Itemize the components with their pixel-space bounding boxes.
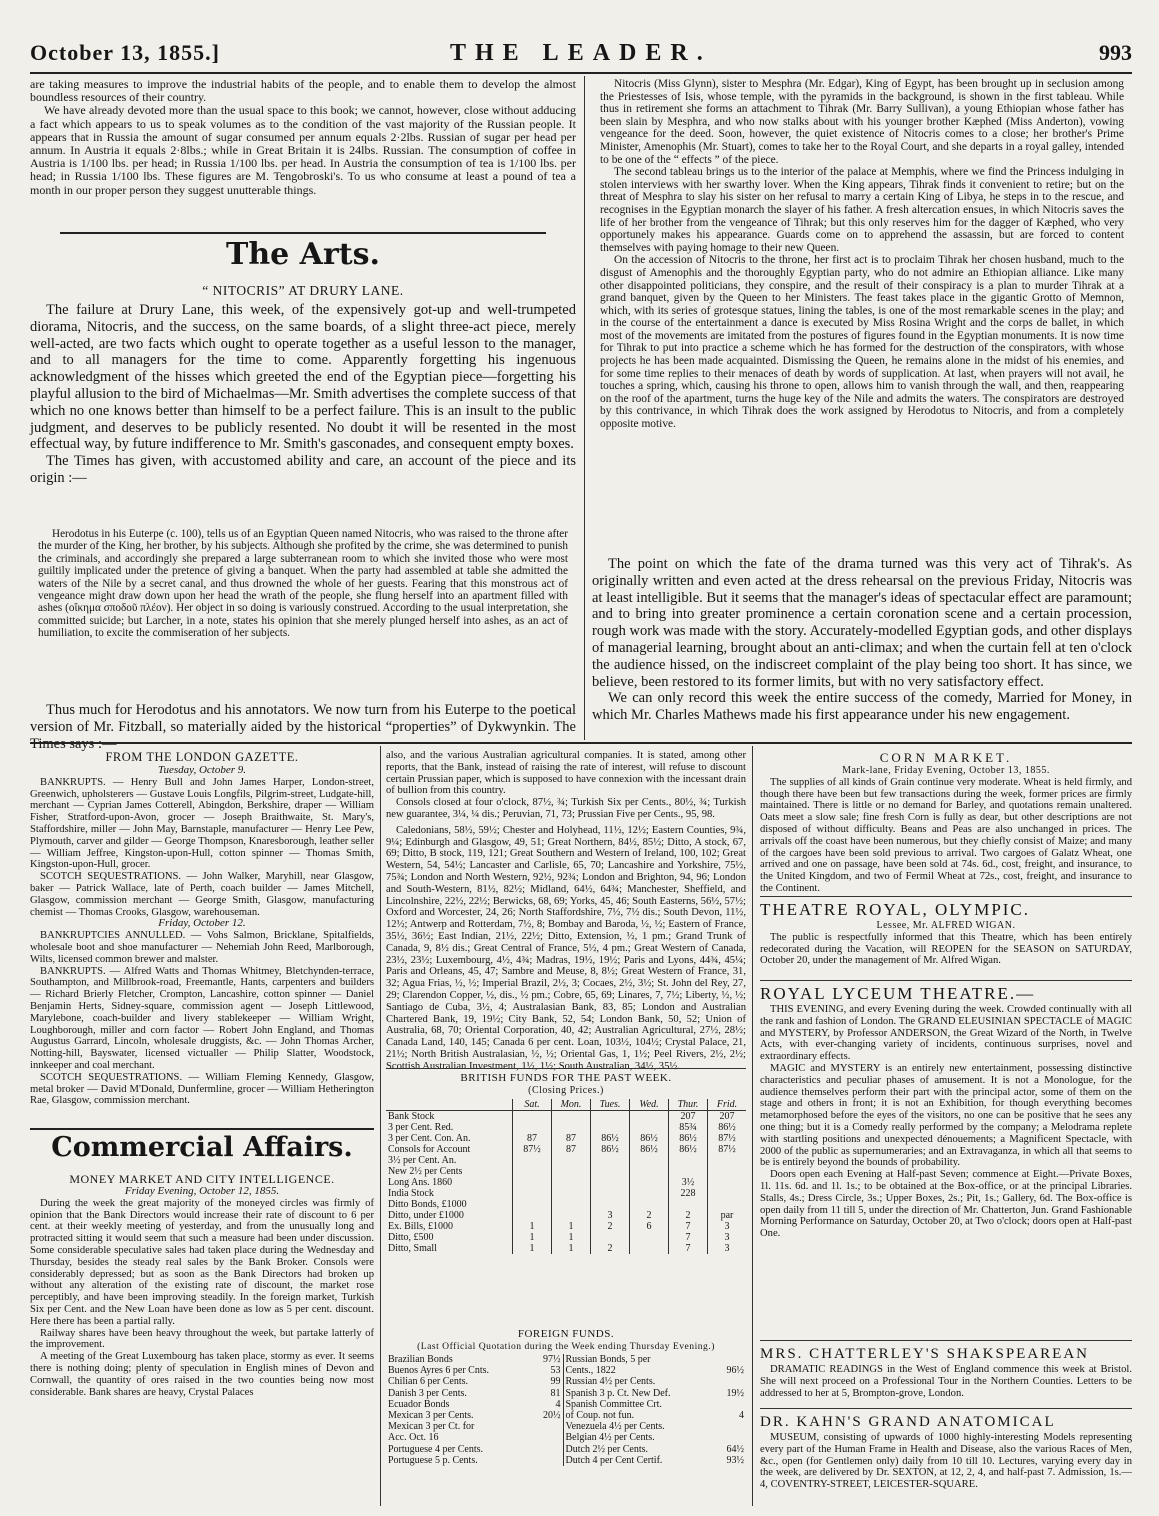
- foreign-fund-name: Dutch 4 per Cent Certif.: [563, 1455, 722, 1466]
- arts-article: [30, 302, 576, 487]
- foreign-fund-name: Buenos Ayres 6 per Cnts.: [388, 1365, 490, 1377]
- funds-stock-name: 3 per Cent. Red.: [388, 1122, 454, 1133]
- funds-price-cell: 87½: [513, 1144, 552, 1155]
- funds-price-cell: 1: [552, 1243, 591, 1254]
- funds-price-cell: [591, 1232, 630, 1243]
- funds-price-cell: 86½: [630, 1144, 669, 1155]
- funds-price-cell: 86½: [669, 1133, 708, 1144]
- funds-row: [386, 1199, 746, 1210]
- funds-price-cell: 228: [669, 1188, 708, 1199]
- funds-price-cell: 85¾: [669, 1122, 708, 1133]
- funds-price-cell: [669, 1199, 708, 1210]
- foreign-fund-price: 4: [739, 1410, 744, 1422]
- funds-price-cell: [708, 1177, 747, 1188]
- funds-price-cell: [513, 1166, 552, 1177]
- funds-stock-name: Consols for Account: [388, 1144, 471, 1155]
- nitocris-title: “ NITOCRIS” AT DRURY LANE.: [202, 283, 404, 298]
- ads-rule-3: [760, 1340, 1132, 1341]
- funds-price-cell: [630, 1122, 669, 1133]
- funds-row: [386, 1210, 746, 1221]
- lyceum-title: ROYAL LYCEUM THEATRE.—: [760, 984, 1036, 1003]
- british-funds-title: BRITISH FUNDS FOR THE PAST WEEK.: [460, 1072, 672, 1084]
- funds-stock-name: Ex. Bills, £1000: [388, 1221, 454, 1232]
- funds-price-cell: [669, 1155, 708, 1166]
- funds-column-header: Sat.: [513, 1099, 552, 1111]
- foreign-funds-row: [386, 1399, 746, 1410]
- foreign-fund-price: 96½: [726, 1365, 744, 1377]
- funds-price-cell: [513, 1155, 552, 1166]
- money-market-title: MONEY MARKET AND CITY INTELLIGENCE.: [69, 1172, 335, 1186]
- funds-price-cell: 86½: [591, 1144, 630, 1155]
- funds-price-cell: [552, 1122, 591, 1133]
- funds-price-cell: 6: [630, 1221, 669, 1232]
- funds-price-cell: [513, 1188, 552, 1199]
- foreign-fund-price: [539, 1444, 564, 1455]
- funds-price-cell: 7: [669, 1232, 708, 1243]
- foreign-fund-name: Spanish 3 p. Ct. New Def.: [563, 1388, 722, 1399]
- foreign-fund-name: Russian 4½ per Cents.: [563, 1376, 722, 1387]
- foreign-fund-name: Portuguese 4 per Cents.: [388, 1443, 483, 1455]
- foreign-fund-name: Ecuador Bonds: [388, 1398, 450, 1410]
- issue-date: October 13, 1855.]: [30, 40, 220, 65]
- foreign-fund-name: Mexican 3 per Ct. for: [388, 1421, 475, 1433]
- lyceum-body-3: Doors open each Evening at Half-past Seven; commence at Eight.—Private Boxes, 1l. 11s. 6d. and 1l. 1s.; to be obtained at the Box-office, or at the principal Libraries. Stalls, 4s.; Dress Circle, 3s.; Upper Boxes, 2s.; Pit, 1s.; Gallery, 6d. The Box-office is open daily from 11 till 5, under the direction of Mr. Chatterton, Jun. Grand Fashionable Morning Performance on Saturday, October 20, at Two o'clock; doors open at Half-past One.: [760, 1169, 1132, 1240]
- funds-price-cell: [708, 1199, 747, 1210]
- foreign-fund-price: [539, 1455, 564, 1466]
- arts-paragraph-5: We can only record this week the entire success of the comedy, Married for Money, in which Mr. Charles Mathews made his first appearance under his new engagement.: [592, 690, 1132, 724]
- foreign-funds-row: [386, 1365, 746, 1376]
- funds-column-header: [386, 1099, 513, 1111]
- mid-page-rule: [30, 742, 1132, 744]
- funds-price-cell: [669, 1166, 708, 1177]
- funds-row: [386, 1166, 746, 1177]
- money-market-continued: [386, 750, 746, 1073]
- foreign-fund-price: 53: [550, 1365, 561, 1377]
- funds-price-cell: 86½: [591, 1133, 630, 1144]
- ads-rule-2: [760, 980, 1132, 981]
- foreign-fund-price: 97½: [543, 1354, 561, 1365]
- foreign-fund-price: 4: [555, 1398, 561, 1410]
- foreign-fund-price: [539, 1432, 564, 1443]
- foreign-fund-price: 20½: [543, 1410, 561, 1422]
- funds-price-cell: 3: [708, 1243, 747, 1254]
- arts-paragraph-3: Thus much for Herodotus and his annotators. We now turn from his Euterpe to the poetical version of Mr. Fitzball, so materially aided by the historical “properties” of Dykwynkin. The Times says :—: [30, 702, 576, 752]
- funds-price-cell: [708, 1155, 747, 1166]
- funds-stock-name: 3 per Cent. Con. An.: [388, 1133, 471, 1144]
- column-divider: [584, 76, 585, 740]
- funds-stock-name: 3½ per Cent. An.: [388, 1155, 457, 1166]
- funds-price-cell: 7: [669, 1243, 708, 1254]
- funds-price-cell: [513, 1177, 552, 1188]
- lyceum-ad: [760, 984, 1132, 1240]
- commercial-rule: [30, 1128, 374, 1130]
- foreign-fund-name: Acc. Oct. 16: [388, 1432, 439, 1444]
- foreign-fund-price: [722, 1399, 746, 1410]
- foreign-funds-row: [386, 1376, 746, 1387]
- foreign-fund-name: Chilian 6 per Cents.: [388, 1376, 468, 1388]
- funds-price-cell: 86½: [630, 1133, 669, 1144]
- funds-column-header: Mon.: [552, 1099, 591, 1111]
- arts-paragraph-1: The failure at Drury Lane, this week, of the expensively got-up and well-trumpeted diorama, Nitocris, and the success, on the same boards, of a slight three-act piece, merely well-acted, are two facts which ought to operate together as a useful lesson to the manager, and to all managers for the time to come. Apparently forgetting his ingenuous acknowledgment of the hisses which greeted the end of the Egyptian piece—forgetting his playful allusion to the bird of Michaelmas—Mr. Smith advertises the complete success of that which no one knows better than himself to be a perfect failure. This is an insult to the public judgment, and deserves to be publicly resented. No doubt it will be resented in the most effectual way, by future indifference to Mr. Smith's gasconades, and consequent empty boxes.: [30, 302, 576, 453]
- foreign-fund-name: Mexican 3 per Cents.: [388, 1410, 474, 1422]
- foreign-fund-price: [722, 1421, 746, 1432]
- lyceum-body-2: MAGIC and MYSTERY is an entirely new entertainment, possessing distinctive characteristics and peculiar phases of amusement. It is not a Monologue, for the audience themselves perform their part with the principal actor, some of them on the stage and others in front; it is not an Exhibition, for though everything becomes metamorphosed before the eyes of the visitors, no one can be positive that he sees any one thing; but it is a Comedy really performed by the company; a Melodrama replete with startling positions and unexpected dénouements; a Magnificent Spectacle, with 2000 of the public as supernumeraries; and an Extravaganza, in which all that seems to be is entirely beyond the bounds of probability.: [760, 1062, 1132, 1169]
- foreign-fund-name: Brazilian Bonds: [388, 1354, 453, 1365]
- funds-price-cell: 87½: [708, 1133, 747, 1144]
- funds-price-cell: 87½: [708, 1144, 747, 1155]
- funds-row: [386, 1232, 746, 1243]
- foreign-fund-name: Dutch 2½ per Cents.: [563, 1444, 722, 1455]
- funds-row: [386, 1243, 746, 1254]
- foreign-fund-name: Spanish Committee Crt.: [563, 1399, 722, 1410]
- kahn-ad: [760, 1412, 1132, 1491]
- funds-price-cell: [630, 1177, 669, 1188]
- funds-price-cell: 207: [669, 1111, 708, 1123]
- funds-price-cell: 1: [513, 1232, 552, 1243]
- funds-stock-name: Ditto, £500: [388, 1232, 434, 1243]
- gazette-scotch-1: SCOTCH SEQUESTRATIONS. — John Walker, Maryhill, near Glasgow, baker — Patrick Wallace, late of Perth, coach builder — James Mitchell, Glasgow, commission merchant — George Smith, Glasgow, manufacturing chemist — Thomas Crooks, Glasgow, warehouseman.: [30, 871, 374, 918]
- corn-market-date: Mark-lane, Friday Evening, October 13, 1855.: [842, 765, 1050, 776]
- funds-row: [386, 1177, 746, 1188]
- funds-price-cell: 2: [630, 1210, 669, 1221]
- arts-review-end: [592, 556, 1132, 724]
- foreign-funds-row: [386, 1388, 746, 1399]
- funds-stock-name: Ditto, Small: [388, 1243, 437, 1254]
- funds-rule: [386, 1068, 746, 1069]
- foreign-fund-price: [539, 1421, 564, 1432]
- foreign-fund-price: [722, 1432, 746, 1443]
- money-market-paragraph-3: A meeting of the Great Luxembourg has taken place, stormy as ever. It seems there is nothing doing; plenty of speculation in English mines of Devon and Cornwall, the quantity of ores raised in the two counties being now most considerable. Bank shares are heavy, Crystal Palaces: [30, 1351, 374, 1398]
- gazette-bankrupts: BANKRUPTS. — Henry Bull and John James Harper, London-street, Greenwich, upholsterers — Gustave Louis Longfils, Pilgrim-street, Ludgate-hill, merchant — Cyprian James Cotterell, Abingdon, Berkshire, draper — William Fisher, Stratford-upon-Avon, grocer — Joseph Braithwaite, St. Mary's, Staffordshire, miller — John May, Barnstaple, manufacturer — Henry Lee Pew, Plymouth, carver and gilder — George Thompson, Knaresborough, leather seller — William Jeffree, Kingston-upon-Hull, cotton spinner — Thomas Smith, Kingston-upon-Hull, grocer.: [30, 776, 374, 871]
- funds-price-cell: 207: [708, 1111, 747, 1123]
- funds-price-cell: [552, 1155, 591, 1166]
- funds-price-cell: [513, 1199, 552, 1210]
- funds-column-header: Wed.: [630, 1099, 669, 1111]
- funds-price-cell: [552, 1166, 591, 1177]
- header-rule: [30, 72, 1132, 74]
- funds-column-header: Thur.: [669, 1099, 708, 1111]
- funds-price-cell: [591, 1122, 630, 1133]
- foreign-funds-row: [386, 1421, 746, 1432]
- foreign-funds-table: [386, 1354, 746, 1466]
- foreign-fund-price: 93½: [726, 1454, 744, 1466]
- funds-price-cell: 1: [513, 1221, 552, 1232]
- foreign-fund-price: 19½: [726, 1387, 744, 1399]
- funds-price-cell: [552, 1188, 591, 1199]
- money-market-date: Friday Evening, October 12, 1855.: [124, 1185, 280, 1197]
- foreign-fund-name: Belgian 4½ per Cents.: [563, 1432, 722, 1443]
- funds-stock-name: India Stock: [388, 1188, 434, 1199]
- funds-price-cell: [630, 1166, 669, 1177]
- chatterley-ad: [760, 1344, 1132, 1399]
- money-market-mid-2: Consols closed at four o'clock, 87½, ¾; Turkish Six per Cents., 80½, ¾; Turkish new guarantee, 3¼, ¼ dis.; Peruvian, 71, 73; Prussian Five per Cents., 95, 98.: [386, 797, 746, 820]
- foreign-fund-name: Russian Bonds, 5 per: [563, 1354, 722, 1365]
- funds-price-cell: [591, 1166, 630, 1177]
- foreign-fund-name: Portuguese 5 p. Cents.: [388, 1454, 478, 1466]
- funds-price-cell: [591, 1188, 630, 1199]
- gazette-bankrupts-2: BANKRUPTS. — Alfred Watts and Thomas Whitmey, Bletchynden-terrace, Southampton, and Millbrook-road, Freemantle, Hants, carpenters and builders — Richard Brierly Fletcher, Crompton, Lancashire, cotton spinner — Daniel Benjamin Herts, Sidney-square, commission agent — Joseph Littlewood, Marylebone, coach-builder and livery stablekeeper — William Wright, Loughborough, miller and corn factor — Robert John England, and Thomas Augustus Garrard, Lincoln, wholesale druggists, &c. — John Thomas Archer, Notting-hill, Bayswater, licensed victualler — Philip Slatter, Woodstock, innkeeper and coal merchant.: [30, 965, 374, 1071]
- russia-paragraph: We have already devoted more than the usual space to this book; we cannot, however, close without adducing a fact which appears to us to speak volumes as to the condition of the vast majority of the Russian people. It appears that in Russia the amount of sugar consumed per annum equals 2·2lbs. Russian of sugar per head per annum. In Austria it equals 2·8lbs.; while in Great Britain it is 24lbs. Russian. The consumption of coffee in Austria is 1/100 lbs. per head; in Russia 1/100 lbs. per head. In Austria the consumption of tea is 1/100 lbs. per head; in Russia 1/100 lbs. These figures are M. Tengobroski's. To us who consume at least a pound of tea a month in our proper person they suggest unutterable things.: [30, 103, 576, 197]
- foreign-funds-row: [386, 1354, 746, 1365]
- funds-row: [386, 1133, 746, 1144]
- foreign-funds-row: [386, 1410, 746, 1421]
- funds-price-cell: [630, 1111, 669, 1123]
- funds-price-cell: 2: [591, 1243, 630, 1254]
- olympic-lessee: Lessee, Mr. ALFRED WIGAN.: [876, 920, 1016, 931]
- funds-price-cell: [630, 1232, 669, 1243]
- times-quote-2: The second tableau brings us to the interior of the palace at Memphis, where we find the Princess indulging in stolen interviews with her swarthy lover. When the King appears, Tihrak finds it convenient to retire; but on the threat of Mesphra to slay his sister on her refusal to marry a certain King of Libya, he steps in to the rescue, and recognises in the Egyptian monarch the slayer of his father. A fresh altercation ensues, in which Nitocris saves the life of her brother from the vengeance of Tihrak; but this only reserves him for the dagger of Kæphed, who very opportunely makes his appearance. Guards come on to apprehend the assassin, but are forced to content themselves with paying homage to their new Queen.: [600, 166, 1124, 254]
- funds-price-cell: [591, 1111, 630, 1123]
- funds-price-cell: [630, 1243, 669, 1254]
- page-header: [30, 40, 1132, 70]
- funds-price-cell: 3: [591, 1210, 630, 1221]
- foreign-funds: [386, 1328, 746, 1466]
- gazette-scotch-2: SCOTCH SEQUESTRATIONS. — William Fleming Kennedy, Glasgow, metal broker — David M'Donald, Dunfermline, grocer — William Hetherington Rae, Glasgow, commission merchant.: [30, 1071, 374, 1107]
- gazette-title: FROM THE LONDON GAZETTE.: [105, 750, 299, 764]
- funds-row: [386, 1155, 746, 1166]
- railway-prices: Caledonians, 58½, 59½; Chester and Holyhead, 11½, 12½; Eastern Counties, 9¾, 9¼; Edinburgh and Glasgow, 49, 51; Great Northern, 84½, 85½; Ditto, A stock, 67, 69; Ditto, B stock, 119, 121; Great Southern and Western of Ireland, 100, 102; Great Western, 54, 54½; Lancaster and Carlisle, 65, 70; Lancashire and Yorkshire, 75½, 75¾; London and North Western, 92½, 92¾; London and Brighton, 94, 96; London and South-Western, 81½, 82½; Midland, 64½, 64¾; Manchester, Sheffield, and Lincolnshire, 22½, 22½; Berwicks, 68, 69; Yorks, 45, 46; South Easterns, 56½, 57½; Oxford and Worcester, 24, 26; North Staffordshire, 7½, 7½ dis.; South Devon, 11½, 12½; Antwerp and Rotterdam, 7½, 8; Bombay and Baroda, ½, ½; Eastern of France, 35½, 36½; East Indian, 21½, 22½; Ditto, Extension, ½, 1 pm.; Grand Trunk of Canada, 9, 8½ dis.; Great Central of France, 5½, 4 pm.; Great Western of Canada, 23½, 23½; Luxembourg, 4½, 4¾; Madras, 19½, 19½; Paris and Lyons, 44¾, 45¼; Paris and Orleans, 45, 47; Sambre and Meuse, 8, 8½; Great Western of France, 31, 32; Agua Frias, ½, ½; Imperial Brazil, 2½, 3; Cocaes, 2½, 3½; St. John del Rey, 27, 29; Clarendon Copper, ½, dis., ½ pm.; Cobre, 65, 69; Linares, 7, 7½; Liberty, ½, ½; Santiago de Cuba, 3½, 4; Australasian Bank, 83, 85; London and Australian Chartered Bank, 19, 19½; City Bank, 52, 54; London Bank, 50, 52; Union of Australia, 68, 70; Oriental Corporation, 40, 42; Australian Agricultural, 27½, 28½; Canada Land, 140, 145; Canada 6 per cent. Loan, 103½, 104½; Crystal Palace, 21, 21½; North British Australasian, ½, ½; Oriental Gas, 1, 1½; Peel Rivers, 2½, 2½; Scottish Australian Investment, 1½, 1½; South Australian, 34½, 35½.: [386, 824, 746, 1072]
- funds-price-cell: 1: [552, 1221, 591, 1232]
- arts-paragraph-4: The point on which the fate of the drama turned was this very act of Tihrak's. As originally written and even acted at the dress rehearsal on the previous Friday, Nitocris was at least intelligible. But it seems that the manager's ideas of spectacular effect are paramount; and to bring into greater prominence a certain coronation scene and a certain procession, rough work was made with the story. Accurately-modelled Egyptian gods, and other displays of managerial learning, brought about an anti-climax; and when the curtain fell at ten o'clock the audience hissed, on the indiscreet complaint of the play being too short. It has since, we believe, been restored to its former limits, but with no very satisfactory effect.: [592, 556, 1132, 690]
- british-funds-table: [386, 1099, 746, 1254]
- funds-price-cell: [708, 1188, 747, 1199]
- funds-price-cell: [513, 1122, 552, 1133]
- gazette-date-friday: Friday, October 12.: [158, 917, 246, 930]
- funds-stock-name: New 2½ per Cents: [388, 1166, 463, 1177]
- funds-price-cell: 1: [513, 1243, 552, 1254]
- masthead-title: THE LEADER.: [450, 40, 712, 66]
- arts-heading: The Arts.: [226, 237, 380, 272]
- funds-price-cell: [591, 1199, 630, 1210]
- funds-price-cell: 3½: [669, 1177, 708, 1188]
- arts-article-continued: [30, 702, 576, 752]
- funds-stock-name: Bank Stock: [388, 1111, 435, 1122]
- corn-market-title: CORN MARKET.: [879, 750, 1013, 765]
- funds-price-cell: 1: [552, 1232, 591, 1243]
- funds-price-cell: [591, 1155, 630, 1166]
- money-market-paragraph-1: During the week the great majority of the moneyed circles was firmly of opinion that the Bank Directors would increase their rate of discount to 6 per cent. at their weekly meeting of yesterday, and from the unusually long and protracted sitting it would seem that such a measure had been under discussion. Some considerable speculative sales had taken place during the Wednesday and Thursday, besides the steady real sales by the Bank Broker. Consols were considerably depressed; but as soon as the Bank Directors had broken up without any alteration of the existing rate of discount, the market rose perceptibly, and have been improving steadily. In the foreign market, Turkish Six per Cent. and the New Loan have been done as low as 5 per cent. discount. Here there has been a partial rally.: [30, 1197, 374, 1327]
- money-market-mid-1: also, and the various Australian agricultural companies. It is stated, among other reports, that the Bank, instead of raising the rate of interest, will refuse to discount certain Prussian paper, which is supposed to have connexion with the incessant drain of bullion from this country.: [386, 750, 746, 797]
- funds-price-cell: [708, 1166, 747, 1177]
- gazette-annulled: BANKRUPTCIES ANNULLED. — Vohs Salmon, Bricklane, Spitalfields, wholesale boot and shoe manufacturer — Nehemiah John Reed, Marlborough, Wilts, licensed common brewer and malster.: [30, 930, 374, 965]
- funds-stock-name: Long Ans. 1860: [388, 1177, 453, 1188]
- funds-row: [386, 1111, 746, 1123]
- olympic-title: THEATRE ROYAL, OLYMPIC.: [760, 900, 1031, 919]
- funds-price-cell: 86½: [708, 1122, 747, 1133]
- times-quote-3: On the accession of Nitocris to the throne, her first act is to proclaim Tihrak her chosen husband, much to the disgust of Amenophis and the thoroughly Egyptian party, who do not admire an Ethiopian alliance. Like many other disappointed politicians, they conspire, and the result of their conspiracy is a plan to murder Tihrak at a grand banquet, given by the Queen to her Ministers. The feast takes place in the gigantic Grotto of Memnon, which, with its series of grotesque statues, lining the tables, is one of the most remarkable scenes in the play; and in the course of the entertainment a dance is executed by Miss Rosina Wright and the corps de ballet, in which most of the movements are imitated from the postures of figures found in the Egyptian monuments. It is now time for Tihrak to put into practice a scheme which he has formed for the destruction of the conspirators, with whose projects he has been made acquainted. Dismissing the Queen, he remains alone in the midst of his enemies, and for some time replies to their menaces of death by words of supplication. At last, when prayers will not avail, he touches a spring, which, causing his throne to open, allows him to vanish through the wall, and then, reappearing on the roof of the apartment, turns the huge key of the Nile and admits the waters. The conspirators are destroyed by this contrivance, in which Tihrak does the work assigned by Herodotus to Nitocris, and from a completely opposite motive.: [600, 254, 1124, 431]
- times-quote: [592, 78, 1132, 431]
- lyceum-body-1: THIS EVENING, and every Evening during the week. Crowded continually with all the rank and fashion of London. The GRAND ELEUSINIAN SPECTACLE of MAGIC and MYSTERY, by Professor ANDERSON, the Great Wizard of the North, in Twelve Acts, with ever-changing variety of incidents, continuous surprises, novel and extraordinary effects.: [760, 1004, 1132, 1063]
- money-market-section: [30, 1172, 374, 1398]
- money-market-paragraph-2: Railway shares have been heavy throughout the week, but partake latterly of the improvement.: [30, 1327, 374, 1351]
- foreign-funds-title: FOREIGN FUNDS.: [517, 1328, 615, 1340]
- herodotus-quote: [30, 528, 576, 640]
- funds-price-cell: par: [708, 1210, 747, 1221]
- funds-price-cell: 87: [552, 1144, 591, 1155]
- times-quote-1: Nitocris (Miss Glynn), sister to Mesphra (Mr. Edgar), King of Egypt, has been brought up in seclusion among the Priestesses of Isis, whose temple, with the pyramids in the background, is shown in the first tableau. While thus in retirement she forms an attachment to Tihrak (Mr. Barry Sullivan), a young Ethiopian whose father has been slain by Mesphra, and who now stalks about with his younger brother Kæphed (Miss Anderton), vowing vengeance for the deed. Soon, however, the quiet existence of Nitocris comes to a close; her brother's Prime Minister, Amenophis (Mr. Stuart), comes to take her to the Royal Court, and she departs in a royal galley, intended to be one of the “ effects ” of the piece.: [600, 78, 1124, 166]
- kahn-body: MUSEUM, consisting of upwards of 1000 highly-interesting Models representing every part of the Human Frame in Health and Disease, also the various Races of Men, &c., open (for Gentlemen only) daily from 10 till 10. Lectures, varying every day in the week, are delivered by Dr. SEXTON, at 12, 2, 4, and half-past 7. Admission, 1s.— 4, COVENTRY-STREET, LEICESTER-SQUARE.: [760, 1432, 1132, 1491]
- funds-stock-name: Ditto Bonds, £1000: [388, 1199, 467, 1210]
- column-divider-lower-2: [752, 746, 753, 1506]
- funds-column-header: Frid.: [708, 1099, 747, 1111]
- british-funds: [386, 1072, 746, 1254]
- foreign-fund-price: 99: [550, 1376, 561, 1388]
- funds-price-cell: [630, 1155, 669, 1166]
- funds-price-cell: [630, 1199, 669, 1210]
- corn-market: [760, 750, 1132, 895]
- funds-row: [386, 1188, 746, 1199]
- funds-price-cell: [552, 1210, 591, 1221]
- funds-price-cell: [591, 1177, 630, 1188]
- chatterley-title: MRS. CHATTERLEY'S SHAKSPEAREAN: [760, 1346, 1089, 1362]
- chatterley-body: DRAMATIC READINGS in the West of England commence this week at Bristol. She will next proceed on a Professional Tour in the Northern Counties. Letters to be addressed to her at 5, Brompton-grove, London.: [760, 1364, 1132, 1399]
- funds-price-cell: [552, 1111, 591, 1123]
- ads-rule-4: [760, 1408, 1132, 1409]
- arts-paragraph-2: The Times has given, with accustomed ability and care, an account of the piece and its origin :—: [30, 453, 576, 486]
- funds-price-cell: 3: [708, 1232, 747, 1243]
- commercial-heading: Commercial Affairs.: [51, 1132, 353, 1163]
- russia-article: [30, 78, 576, 197]
- gazette-section: [30, 750, 374, 1107]
- foreign-fund-name: of Coup. not fun.: [563, 1410, 722, 1421]
- kahn-title: DR. KAHN'S GRAND ANATOMICAL: [760, 1414, 1056, 1430]
- funds-price-cell: 7: [669, 1221, 708, 1232]
- foreign-funds-subtitle: (Last Official Quotation during the Week ending Thursday Evening.): [417, 1341, 715, 1352]
- olympic-ad: [760, 900, 1132, 967]
- foreign-funds-row: [386, 1444, 746, 1455]
- funds-price-cell: 87: [552, 1133, 591, 1144]
- foreign-fund-price: 64½: [726, 1443, 744, 1455]
- foreign-fund-price: 81: [550, 1387, 561, 1399]
- column-divider-lower-1: [380, 746, 381, 1506]
- funds-price-cell: [630, 1188, 669, 1199]
- funds-column-header: Tues.: [591, 1099, 630, 1111]
- funds-price-cell: 86½: [669, 1144, 708, 1155]
- foreign-funds-row: [386, 1432, 746, 1443]
- foreign-fund-name: Danish 3 per Cents.: [388, 1387, 467, 1399]
- foreign-fund-price: [722, 1376, 746, 1387]
- funds-price-cell: 87: [513, 1133, 552, 1144]
- funds-row: [386, 1122, 746, 1133]
- funds-stock-name: Ditto, under £1000: [388, 1210, 464, 1221]
- funds-price-cell: [513, 1210, 552, 1221]
- funds-price-cell: 2: [669, 1210, 708, 1221]
- funds-row: [386, 1144, 746, 1155]
- gazette-date-tuesday: Tuesday, October 9.: [158, 764, 246, 776]
- herodotus-paragraph: Herodotus in his Euterpe (c. 100), tells us of an Egyptian Queen named Nitocris, who was raised to the throne after the murder of the King, her brother, by his subjects. Although she profited by the crime, she was determined to punish the criminals, and accordingly she prepared a large subterranean room to which she invited those who were most guiltily implicated under the pretence of giving a banquet. When the party had assembled at table she admitted the waters of the Nile by a secret canal, and thus drowned the whole of her guests. Fearing that this monstrous act of vengeance might draw down upon her head the wrath of the people, she flung herself into an apartment filled with ashes (οἴκημα σποδοῦ πλέον). Her object in so doing is variously construed. According to the usual interpretation, she committed suicide; but Larcher, in a note, states his opinion that she merely plunged herself into ashes, as an act of humiliation, to excite the commiseration of her subjects.: [38, 528, 568, 640]
- funds-price-cell: 2: [591, 1221, 630, 1232]
- foreign-fund-price: [722, 1354, 746, 1365]
- continued-text: are taking measures to improve the industrial habits of the people, and to enable them to develop the almost boundless resources of their country.: [30, 77, 576, 105]
- funds-price-cell: [552, 1177, 591, 1188]
- section-rule: [60, 232, 546, 234]
- funds-price-cell: [552, 1199, 591, 1210]
- foreign-funds-row: [386, 1455, 746, 1466]
- funds-row: [386, 1221, 746, 1232]
- funds-price-cell: [513, 1111, 552, 1123]
- page-number: 993: [1099, 40, 1132, 65]
- olympic-body: The public is respectfully informed that this Theatre, which has been entirely redecorated during the Vacation, will REOPEN for the SEASON on SATURDAY, October 20, under the management of Mr. Alfred Wigan.: [760, 931, 1132, 967]
- funds-price-cell: 3: [708, 1221, 747, 1232]
- foreign-fund-name: Cents., 1822: [563, 1365, 722, 1376]
- corn-market-paragraph: The supplies of all kinds of Grain continue very moderate. Wheat is held firmly, and though there have been but few transactions during the week, former prices are firmly maintained. There is little or no demand for Barley, and quotations remain unaltered. Oats meet a slow sale; fine fresh Corn is fully as dear, but other descriptions are not disposed of without difficulty. Beans and Peas are also unchanged in prices. The arrivals off the coast have been numerous, but they chiefly consist of Maize; and many of the cargoes have been sold previous to arrival. Two cargoes of Galatz Wheat, one arrived and one on passage, have been sold at 74s. 6d., cost, freight, and insurance, to the United Kingdom, and two of Fermil Wheat at 72s., cost, freight, and insurance to the Continent.: [760, 776, 1132, 894]
- ads-rule: [760, 896, 1132, 897]
- british-funds-subtitle: (Closing Prices.): [528, 1085, 604, 1096]
- foreign-fund-name: Venezuela 4½ per Cents.: [563, 1421, 722, 1432]
